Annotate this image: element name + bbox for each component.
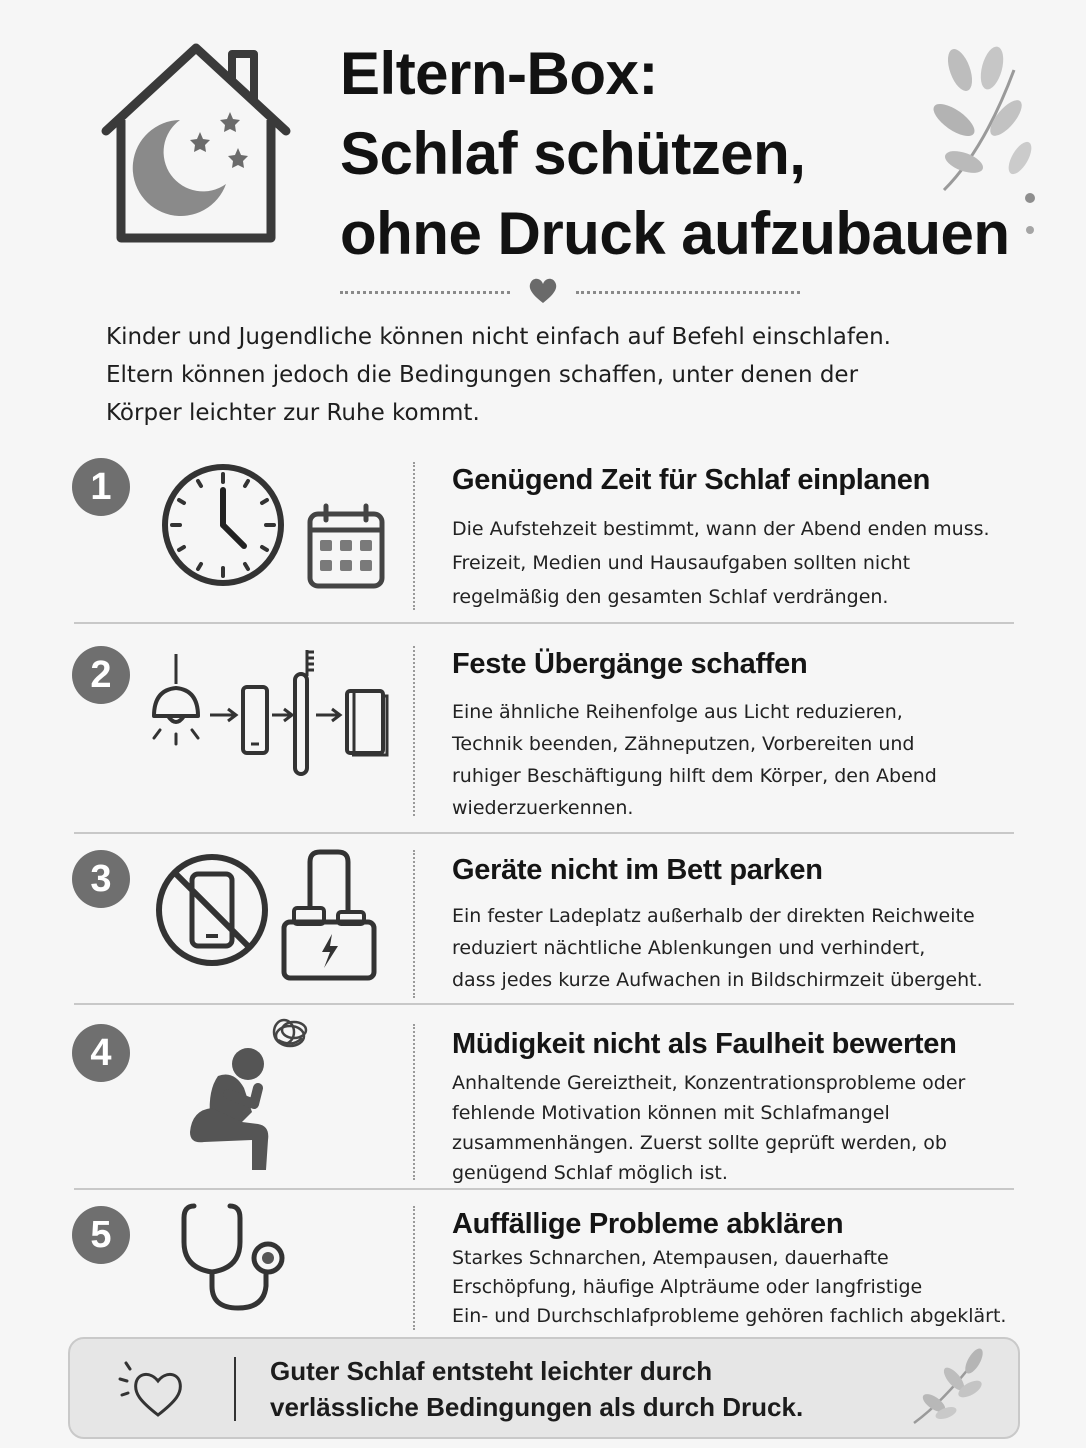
divider-dots-left — [340, 291, 510, 294]
no-phone-icon — [154, 852, 270, 968]
step-separator — [413, 1206, 415, 1330]
step-text-line: Starkes Schnarchen, Atempausen, dauerhafte — [452, 1247, 889, 1269]
step-number-badge: 4 — [72, 1024, 130, 1082]
step-description — [452, 696, 1052, 824]
footer-line-1: Guter Schlaf entsteht leichter durch — [270, 1356, 713, 1386]
title-line-1: Eltern-Box: — [340, 40, 658, 107]
arrow-right-icon — [316, 708, 342, 722]
step-text-line: Erschöpfung, häufige Alpträume oder langfristige — [452, 1276, 923, 1298]
toothbrush-icon — [290, 650, 316, 776]
step-title: Genügend Zeit für Schlaf einplanen — [452, 464, 931, 496]
stethoscope-icon — [182, 1202, 298, 1314]
step-2 — [0, 640, 1086, 830]
leaf-sprig-icon — [904, 1349, 994, 1429]
heart-icon — [528, 277, 558, 305]
title-line-2: Schlaf schützen, — [340, 120, 806, 187]
step-description — [452, 1068, 1052, 1188]
step-1 — [0, 450, 1086, 625]
step-text-line: reduziert nächtliche Ablenkungen und verhindert, — [452, 937, 926, 959]
step-title: Auffällige Probleme abklären — [452, 1208, 844, 1240]
footer-line-2: verlässliche Bedingungen als durch Druck. — [270, 1392, 804, 1422]
section-divider — [74, 622, 1014, 624]
house-moon-icon — [96, 36, 296, 246]
step-text-line: wiederzuerkennen. — [452, 797, 634, 819]
step-title: Müdigkeit nicht als Faulheit bewerten — [452, 1028, 957, 1060]
footer-box — [68, 1337, 1020, 1439]
tired-person-icon — [182, 1012, 322, 1174]
footer-text — [270, 1353, 803, 1425]
step-text-line: ruhiger Beschäftigung hilft dem Körper, den Abend — [452, 765, 937, 787]
step-number-badge: 1 — [72, 458, 130, 516]
step-separator — [413, 462, 415, 610]
step-number-badge: 5 — [72, 1206, 130, 1264]
step-4 — [0, 1020, 1086, 1190]
intro-line-1: Kinder und Jugendliche können nicht einfach auf Befehl einschlafen. — [106, 324, 891, 350]
step-text-line: fehlende Motivation können mit Schlafmangel — [452, 1102, 890, 1124]
divider-dots-right — [576, 291, 800, 294]
section-divider — [74, 832, 1014, 834]
step-number-badge: 3 — [72, 850, 130, 908]
step-text-line: genügend Schlaf möglich ist. — [452, 1162, 728, 1184]
step-text-line: Ein- und Durchschlafprobleme gehören fachlich abgeklärt. — [452, 1305, 1007, 1327]
step-description — [452, 512, 1052, 614]
calendar-icon — [306, 504, 386, 590]
step-text-line: Anhaltende Gereiztheit, Konzentrationsprobleme oder — [452, 1072, 966, 1094]
heart-outline-icon — [116, 1357, 196, 1421]
step-separator — [413, 1024, 415, 1180]
step-description — [452, 900, 1052, 996]
arrow-right-icon — [210, 708, 238, 722]
intro-line-3: Körper leichter zur Ruhe kommt. — [106, 400, 480, 426]
lamp-icon — [148, 654, 208, 754]
step-3 — [0, 846, 1086, 1006]
title-divider — [340, 275, 800, 305]
charging-station-icon — [280, 848, 380, 984]
footer-separator — [234, 1357, 236, 1421]
step-number-badge: 2 — [72, 646, 130, 704]
intro-line-2: Eltern können jedoch die Bedingungen schaffen, unter denen der — [106, 362, 859, 388]
clock-icon — [160, 462, 286, 588]
step-title: Geräte nicht im Bett parken — [452, 854, 823, 886]
intro-text — [106, 318, 1006, 432]
step-text-line: zusammenhängen. Zuerst sollte geprüft werden, ob — [452, 1132, 947, 1154]
step-5 — [0, 1200, 1086, 1336]
step-text-line: Technik beenden, Zähneputzen, Vorbereiten und — [452, 733, 915, 755]
phone-icon — [240, 684, 270, 756]
step-text-line: regelmäßig den gesamten Schlaf verdrängen. — [452, 586, 889, 608]
section-divider — [74, 1003, 1014, 1005]
step-description — [452, 1244, 1052, 1331]
step-separator — [413, 850, 415, 998]
book-icon — [344, 688, 390, 758]
step-title: Feste Übergänge schaffen — [452, 648, 808, 680]
step-text-line: Eine ähnliche Reihenfolge aus Licht reduzieren, — [452, 701, 903, 723]
step-text-line: Ein fester Ladeplatz außerhalb der direkten Reichweite — [452, 905, 975, 927]
step-text-line: Die Aufstehzeit bestimmt, wann der Abend enden muss. — [452, 518, 990, 540]
step-separator — [413, 646, 415, 816]
leaf-branch-icon — [924, 40, 1044, 240]
title-line-3: ohne Druck aufzubauen — [340, 200, 1010, 267]
section-divider — [74, 1188, 1014, 1190]
step-text-line: Freizeit, Medien und Hausaufgaben sollten nicht — [452, 552, 911, 574]
step-text-line: dass jedes kurze Aufwachen in Bildschirmzeit übergeht. — [452, 969, 983, 991]
